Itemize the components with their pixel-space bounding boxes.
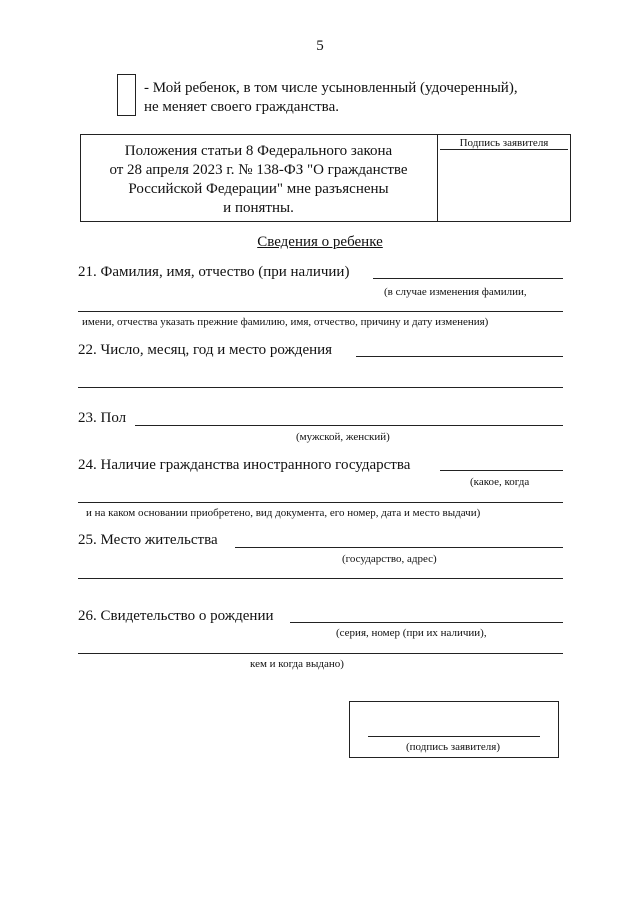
field-25-input-line-2[interactable] bbox=[78, 578, 563, 579]
applicant-signature-line[interactable] bbox=[368, 736, 540, 737]
field-26-hint-2: кем и когда выдано) bbox=[250, 658, 344, 670]
field-23-input-line[interactable] bbox=[135, 425, 563, 426]
field-26-hint: (серия, номер (при их наличии), bbox=[336, 627, 487, 639]
field-21-hint-2: имени, отчества указать прежние фамилию, имя, отчество, причину и дату изменения) bbox=[82, 316, 489, 328]
field-23-label: 23. Пол bbox=[78, 410, 127, 426]
field-25-label: 25. Место жительства bbox=[78, 532, 218, 548]
section-title: Сведения о ребенке bbox=[257, 234, 383, 250]
field-24-hint-2: и на каком основании приобретено, вид документа, его номер, дата и место выдачи) bbox=[86, 507, 481, 519]
law-text-line: и понятны. bbox=[223, 200, 294, 216]
field-21-label: 21. Фамилия, имя, отчество (при наличии) bbox=[78, 264, 350, 280]
field-26-input-line-2[interactable] bbox=[78, 653, 563, 654]
box-signature-line[interactable] bbox=[440, 149, 568, 150]
field-24-input-line[interactable] bbox=[440, 470, 563, 471]
option-text-line1: - Мой ребенок, в том числе усыновленный (удочеренный), bbox=[144, 80, 518, 96]
option-text-line2: не меняет своего гражданства. bbox=[144, 99, 339, 115]
law-text-line: Положения статьи 8 Федерального закона bbox=[124, 143, 393, 159]
field-26-label: 26. Свидетельство о рождении bbox=[78, 608, 274, 624]
field-25-input-line[interactable] bbox=[235, 547, 563, 548]
field-25-hint: (государство, адрес) bbox=[342, 553, 437, 565]
law-acknowledgement-text bbox=[80, 142, 437, 218]
citizenship-unchanged-checkbox[interactable] bbox=[117, 74, 136, 116]
field-22-input-line-2[interactable] bbox=[78, 387, 563, 388]
field-22-input-line[interactable] bbox=[356, 356, 563, 357]
field-22-label: 22. Число, месяц, год и место рождения bbox=[78, 342, 333, 358]
page-number: 5 bbox=[316, 38, 324, 54]
field-21-input-line[interactable] bbox=[373, 278, 563, 279]
field-21-hint: (в случае изменения фамилии, bbox=[384, 286, 527, 298]
box-signature-caption: Подпись заявителя bbox=[459, 137, 549, 149]
law-text-line: Российской Федерации" мне разъяснены bbox=[128, 181, 389, 197]
field-21-input-line-2[interactable] bbox=[78, 311, 563, 312]
field-24-input-line-2[interactable] bbox=[78, 502, 563, 503]
applicant-signature-caption: (подпись заявителя) bbox=[405, 741, 501, 753]
law-text-line: от 28 апреля 2023 г. № 138-ФЗ "О гражданстве bbox=[109, 162, 408, 178]
field-26-input-line[interactable] bbox=[290, 622, 563, 623]
field-23-hint: (мужской, женский) bbox=[296, 431, 390, 443]
field-24-hint: (какое, когда bbox=[470, 476, 530, 488]
field-24-label: 24. Наличие гражданства иностранного государства bbox=[78, 457, 411, 473]
